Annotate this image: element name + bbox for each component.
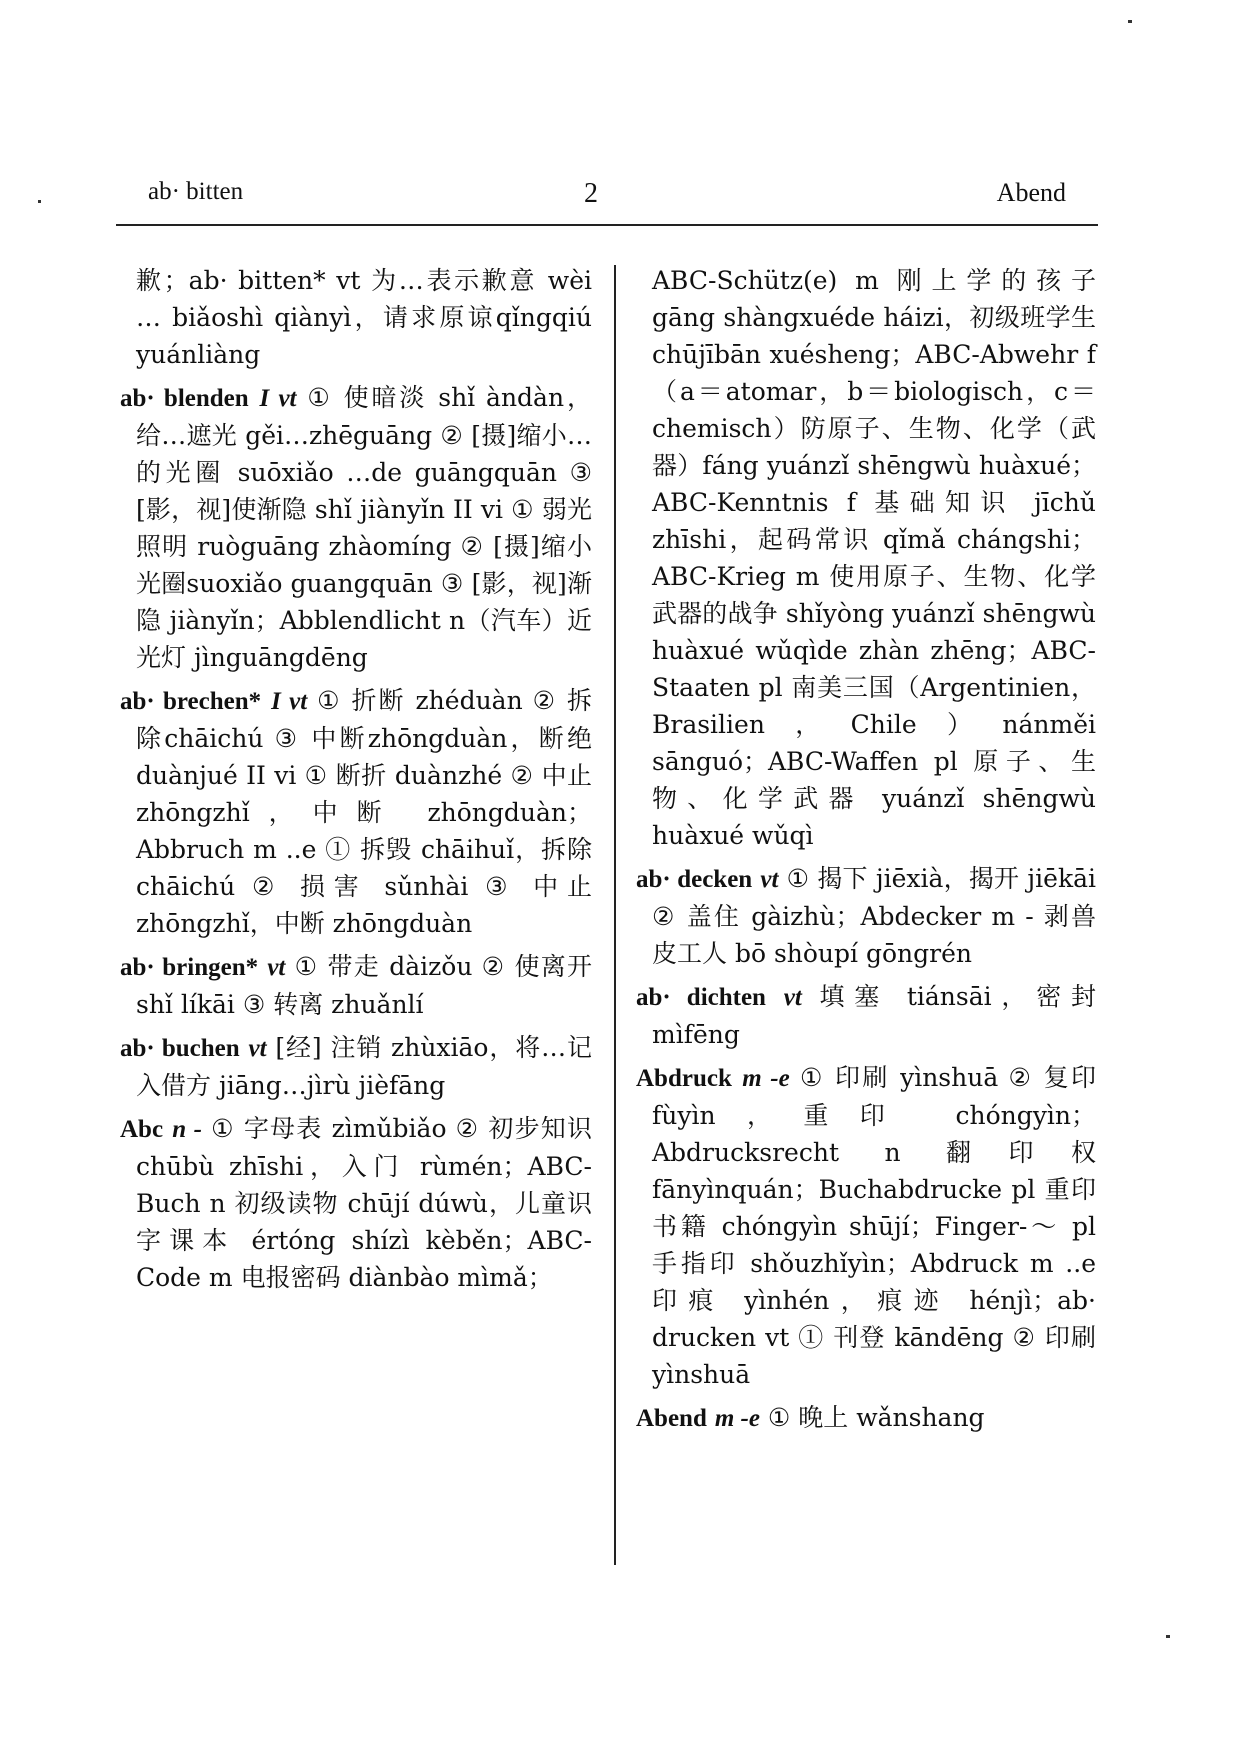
scan-speck — [1128, 20, 1132, 23]
entry-grammar: I vt — [259, 385, 297, 412]
dictionary-entry — [636, 1399, 1096, 1437]
entry-text: ① 字母表 zìmǔbiǎo ② 初步知识 chūbù zhīshi，入门 rùmén；ABC-Buch n 初级读物 chūjí dúwù，儿童识字课本 értóng shízì kèběn；ABC-Code m 电报密码 diànbào mìmǎ； — [136, 1114, 593, 1292]
dictionary-entry — [120, 682, 592, 942]
dictionary-entry — [636, 1059, 1096, 1393]
entry-headword: ab· bringen* — [120, 954, 259, 981]
right-guide-word: Abend — [996, 178, 1066, 207]
entry-text: ABC-Schütz(e) m 刚上学的孩子 gāng shàngxuéde háizi，初级班学生 chūjībān xuésheng；ABC-Abwehr f（a＝atomar，b＝biologisch，c＝chemisch）防原子、生物、化学（武器）fáng yuánzǐ shēngwù huàxué；ABC-Kenntnis f 基础知识 jīchǔ zhīshi，起码常识 qǐmǎ chángshi；ABC-Krieg m 使用原子、生物、化学武器的战争 shǐyòng yuánzǐ shēngwù huàxué wǔqìde zhàn zhēng；ABC-Staaten pl 南美三国（Argentinien，Brasilien，Chile）nánměi sānguó；ABC-Waffen pl 原子、生物、化学武器 yuánzǐ shēngwù huàxué wǔqì — [652, 266, 1096, 850]
scan-speck — [38, 200, 41, 203]
dictionary-entry — [120, 262, 592, 373]
page-number: 2 — [584, 178, 598, 209]
entry-text: ① 折断 zhéduàn ② 拆除chāichú ③ 中断zhōngduàn，断绝duànjué II vi ① 断折 duànzhé ② 中止 zhōngzhǐ，中断 zhōngduàn；Abbruch m ..e ① 拆毁 chāihuǐ，拆除 chāichú ② 损害 sǔnhài ③ 中止 zhōngzhǐ，中断 zhōngduàn — [136, 686, 593, 938]
entry-headword: ab· decken — [636, 866, 753, 893]
header-rule — [116, 224, 1098, 226]
dictionary-entry — [120, 1029, 592, 1104]
entry-headword: Abend — [636, 1405, 707, 1432]
entry-headword: Abdruck — [636, 1065, 732, 1092]
entry-text: ① 印刷 yìnshuā ② 复印 fùyìn，重印 chóngyìn；Abdrucksrecht n 翻印权 fānyìnquán；Buchabdrucke pl 重印书籍 chóngyìn shūjí；Finger-～ pl 手指印 shǒuzhǐyìn；Abdruck m ..e 印痕 yìnhén，痕迹 hénjì；ab· drucken vt ① 刊登 kāndēng ② 印刷yìnshuā — [652, 1063, 1096, 1389]
dictionary-entry — [636, 860, 1096, 972]
entry-text: ① 使暗淡 shǐ àndàn，给…遮光 gěi…zhēguāng ② [摄]缩小…的光圈 suōxiǎo …de guāngquān ③ [影，视]使渐隐 shǐ jiànyǐn II vi ① 弱光照明 ruòguāng zhàomíng ② [摄]缩小光圈suoxiǎo guangquān ③ [影，视]渐隐 jiànyǐn；Abblendlicht n（汽车）近光灯 jìnguāngdēng — [136, 383, 592, 672]
entry-grammar: m -e — [742, 1065, 790, 1092]
entry-grammar: n - — [172, 1116, 202, 1143]
entry-headword: ab· blenden — [120, 385, 249, 412]
entry-grammar: vt — [267, 954, 286, 981]
entry-grammar: m -e — [714, 1405, 760, 1432]
scan-speck — [1166, 1635, 1170, 1638]
running-header — [116, 178, 1066, 218]
entry-text: ① 揭下 jiēxià，揭开 jiēkāi ② 盖住 gàizhù；Abdecker m - 剥兽皮工人 bō shòupí gōngrén — [652, 864, 1096, 968]
entry-grammar: I vt — [271, 688, 308, 715]
entry-text: [经] 注销 zhùxiāo，将…记入借方 jiāng…jìrù jièfāng — [136, 1033, 592, 1100]
right-column — [636, 262, 1096, 1443]
entry-headword: Abc — [120, 1116, 164, 1143]
dictionary-entry — [120, 1110, 592, 1296]
entry-grammar: vt — [783, 984, 802, 1011]
entry-headword: ab· buchen — [120, 1035, 240, 1062]
dictionary-entry — [120, 379, 592, 676]
left-column — [120, 262, 592, 1302]
dictionary-entry — [636, 978, 1096, 1053]
entry-grammar: vt — [248, 1035, 267, 1062]
entry-grammar: vt — [760, 866, 779, 893]
dictionary-entry — [120, 948, 592, 1023]
left-guide-word: ab· bitten — [148, 178, 244, 205]
column-divider — [614, 265, 616, 1565]
dictionary-entry — [636, 262, 1096, 854]
entry-text: ① 晚上 wǎnshang — [767, 1403, 985, 1432]
entry-headword: ab· dichten — [636, 984, 766, 1011]
entry-text: 填塞 tiánsāi，密封 mìfēng — [652, 982, 1097, 1049]
entry-text: ① 带走 dàizǒu ② 使离开 shǐ líkāi ③ 转离 zhuǎnlí — [136, 952, 593, 1019]
entry-headword: ab· brechen* — [120, 688, 262, 715]
entry-text: 歉；ab· bitten* vt 为…表示歉意 wèi … biǎoshì qiànyì，请求原谅qǐngqiú yuánliàng — [136, 266, 592, 369]
